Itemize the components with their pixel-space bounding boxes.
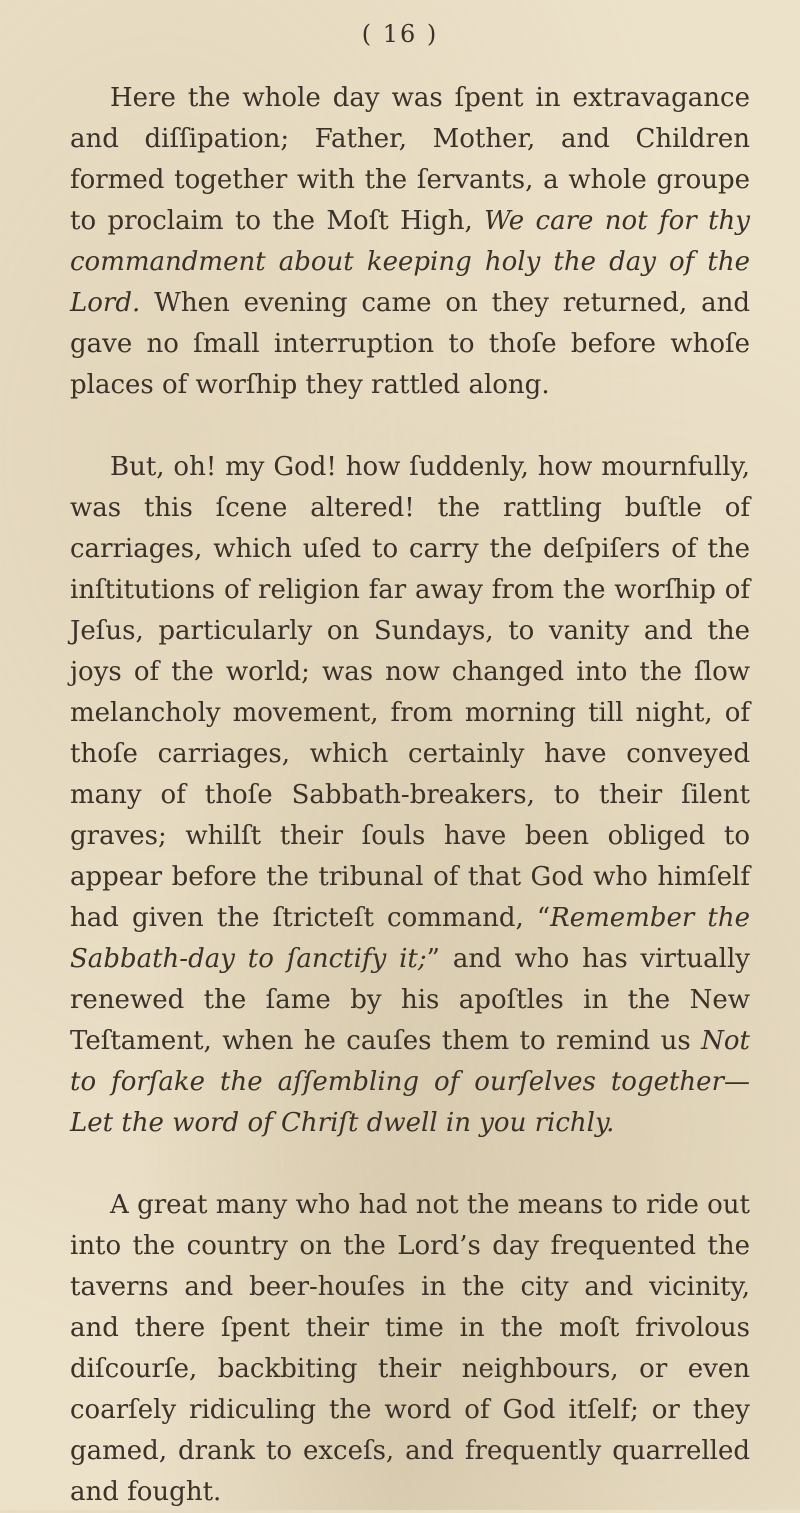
paragraph-1-run-1: Here the whole day was ſpent in extravagance and diſſipation; Father, Mother, and Children formed together with the ſervants, a whole groupe to proclaim to the Moſt High, [70, 83, 750, 236]
paragraph-1-run-2: We care not for thy commandment about keeping holy the day of the Lord. [70, 206, 750, 318]
paragraph-2-run-1: But, oh! my God! how ſuddenly, how mournfully, was this ſcene altered! the rattling buſtle of carriages, which uſed to carry the deſpiſers of the inſtitutions of religion far away from the worſhip of Jeſus, particularly on Sundays, to vanity and the joys of the world; was now changed into the ſlow melancholy movement, from morning till night, of thoſe carriages, which certainly have conveyed many of thoſe Sabbath-breakers, to their ſilent graves; whilſt their ſouls have been obliged to appear before the tribunal of that God who himſelf had given the ſtricteſt command, “ [70, 452, 750, 933]
page-number: ( 16 ) [361, 20, 439, 48]
page-body [70, 78, 750, 1513]
paragraph-2 [70, 447, 750, 1144]
paragraph-3 [70, 1185, 750, 1513]
paragraph-2-run-2: Remember the Sabbath-day to ſanctify it; [70, 903, 751, 974]
paragraph-1-run-3: When evening came on they returned, and gave no ſmall interruption to thoſe before whoſe places of worſhip they rattled along. [70, 288, 750, 400]
paragraph-2-run-3: ” and who has virtually renewed the ſame by his apoſtles in the New Teſtament, when he cauſes them to remind us [70, 944, 750, 1056]
paragraph-3-run-1: A great many who had not the means to ride out into the country on the Lord’s day frequented the taverns and beer-houſes in the city and vicinity, and there ſpent their time in the moſt frivolous diſcourſe, backbiting their neighbours, or even coarſely ridiculing the word of God itſelf; or they gamed, drank to exceſs, and frequently quarrelled and fought. [70, 1190, 750, 1507]
paragraph-1 [70, 78, 750, 406]
paragraph-2-run-4: Not to forſake the aſſembling of ourſelves together—Let the word of Chriſt dwell in you richly. [70, 1026, 750, 1138]
